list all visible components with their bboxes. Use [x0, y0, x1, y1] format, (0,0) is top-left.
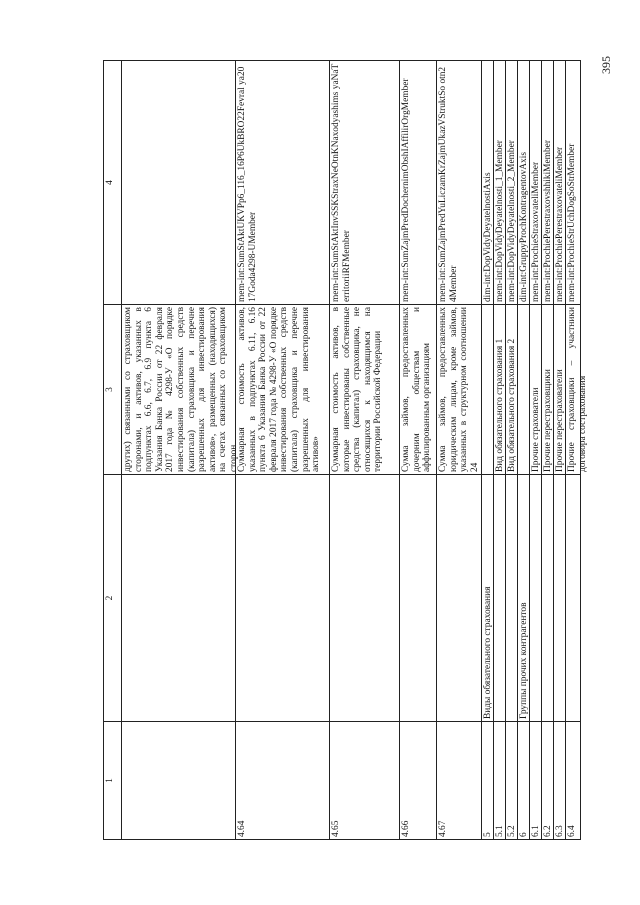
row-number: 5.1 [493, 722, 505, 840]
header-col-2: 2 [103, 475, 121, 722]
row-description: других) связанными со страховщиком сторонами, и активов, указанных в подпунктах 6.6, 6.7, 6.9 пункта 6 Указания Банка России от 22 февраля 2017 года № 4298-У «О порядке инвестирования собственных средств (капитала) страховщика и перечне разрешенных для инвестирования активов», размещенных (находящихся) на счетах связанных со страховщиком сторон [121, 305, 235, 475]
row-code: mem-int:ProchiePerestraxovshhikiMember [541, 60, 553, 305]
table-row [541, 60, 553, 840]
row-group [553, 475, 565, 722]
data-table [103, 60, 588, 840]
row-number: 6.3 [553, 722, 565, 840]
row-group [565, 475, 580, 722]
header-col-3: 3 [103, 305, 121, 475]
row-number: 6 [517, 722, 529, 840]
row-number: 5.2 [505, 722, 517, 840]
row-description: Прочие перестраховщики [541, 305, 553, 475]
row-number [121, 722, 235, 840]
table-row [517, 60, 529, 840]
row-code: dim-int:DopVidyDeyatelnostiAxis [481, 60, 493, 305]
table-row [329, 60, 399, 840]
table-row [565, 60, 588, 840]
row-description: Прочие страховщики – участники договора сострахования [565, 305, 580, 475]
table-bottom-border [580, 60, 581, 840]
row-code: mem-int:ProchieStrUchDogSoStrMember [565, 60, 580, 305]
row-group [541, 475, 553, 722]
table-header-row [103, 60, 121, 840]
row-number: 6.2 [541, 722, 553, 840]
row-group [493, 475, 505, 722]
row-code: dim-int:GruppyProchKontragentovAxis [517, 60, 529, 305]
table-row [505, 60, 517, 840]
row-description: Сумма займов, предоставленных юридическим лицам, кроме займов, указанных в структурном соотношении 24 [436, 305, 481, 475]
row-description: Суммарная стоимость активов, указанных в подпунктах 6.11, 6.16 пункта 6 Указания Банка России от 22 февраля 2017 года № 4298-У «О порядке инвестирования собственных средств (капитала) страховщика и перечне разрешенных для инвестирования активов» [235, 305, 329, 475]
header-col-1: 1 [103, 722, 121, 840]
row-code: mem-int:ProchiePerestraxovateliMember [553, 60, 565, 305]
row-code: mem-int:DopVidyDeyatelnosti_2_Member [505, 60, 517, 305]
row-code: mem-int:SumStAktUKVPp6_116_16P6UkBRO22Fevral ya2017Goda4298-UMember [235, 60, 329, 305]
row-number: 4.65 [329, 722, 399, 840]
row-description: Прочие перестрахователи [553, 305, 565, 475]
row-description: Вид обязательного страхования 2 [505, 305, 517, 475]
row-number: 4.67 [436, 722, 481, 840]
table-row [121, 60, 239, 840]
row-code [121, 60, 235, 305]
row-code: mem-int:DopVidyDeyatelnosti_1_Member [493, 60, 505, 305]
row-number: 6.1 [529, 722, 541, 840]
row-code: mem-int:SumZajmPredYuLiczamKrZajmUkazVStruktSo otn24Member [436, 60, 481, 305]
table-row [235, 60, 329, 840]
row-number: 4.66 [399, 722, 436, 840]
table-row [493, 60, 505, 840]
row-description [481, 305, 493, 475]
row-group [235, 475, 329, 722]
row-group: Группы прочих контрагентов [517, 475, 529, 722]
row-description: Суммарная стоимость активов, в которые инвестированы собственные средства (капитал) страховщика, не относящихся к находящимся на территории Российской Федерации [329, 305, 399, 475]
page-number: 395 [599, 56, 613, 74]
table-row [553, 60, 565, 840]
row-group [436, 475, 481, 722]
row-description: Прочие страхователи [529, 305, 541, 475]
row-description [517, 305, 529, 475]
header-col-4: 4 [103, 60, 121, 305]
row-group: Виды обязательного страхования [481, 475, 493, 722]
row-number: 5 [481, 722, 493, 840]
row-code: mem-int:SumZajmPredDochernimObshIAffilirOrgMember [399, 60, 436, 305]
table-row [436, 60, 481, 840]
row-code: mem-int:SumStAktInvSSKStraxNeOtnKNaxodyashims yaNaTerritoriiRFMember [329, 60, 399, 305]
row-group [505, 475, 517, 722]
row-number: 4.64 [235, 722, 329, 840]
row-number: 6.4 [565, 722, 580, 840]
row-code: mem-int:ProchieStraxovateliMember [529, 60, 541, 305]
row-group [329, 475, 399, 722]
row-description: Вид обязательного страхования 1 [493, 305, 505, 475]
row-description: Сумма займов, предоставленных дочерним обществам и аффилированным организациям [399, 305, 436, 475]
row-group [529, 475, 541, 722]
table-row [481, 60, 493, 840]
row-group [121, 475, 235, 722]
table-row [529, 60, 541, 840]
row-group [399, 475, 436, 722]
table-row [399, 60, 436, 840]
